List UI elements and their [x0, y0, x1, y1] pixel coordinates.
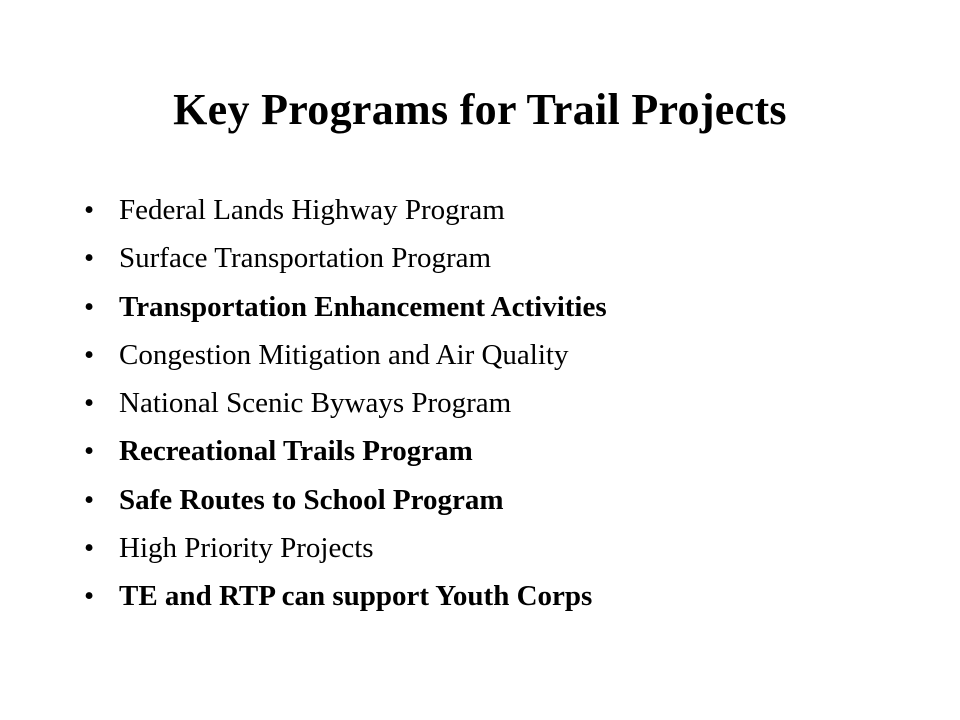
bullet-icon: • — [84, 194, 95, 226]
bullet-icon: • — [84, 338, 95, 371]
bullet-text: High Priority Projects — [119, 532, 374, 565]
bullet-text: Safe Routes to School Program — [119, 483, 504, 516]
bullet-icon: • — [84, 242, 95, 275]
bullet-icon: • — [84, 580, 95, 613]
slide-title: Key Programs for Trail Projects — [173, 85, 787, 134]
bullet-icon: • — [84, 483, 95, 516]
bullet-text: Federal Lands Highway Program — [119, 194, 505, 226]
bullet-icon: • — [84, 290, 95, 323]
bullet-text: National Scenic Byways Program — [119, 387, 512, 420]
bullet-text: Transportation Enhancement Activities — [119, 290, 607, 323]
bullet-text: Congestion Mitigation and Air Quality — [119, 338, 569, 371]
bullet-text: TE and RTP can support Youth Corps — [119, 580, 593, 613]
bullet-text: Surface Transportation Program — [119, 242, 492, 275]
bullet-icon: • — [84, 532, 95, 565]
bullet-icon: • — [84, 387, 95, 420]
bullet-icon: • — [84, 435, 95, 468]
bullet-text: Recreational Trails Program — [119, 435, 473, 468]
